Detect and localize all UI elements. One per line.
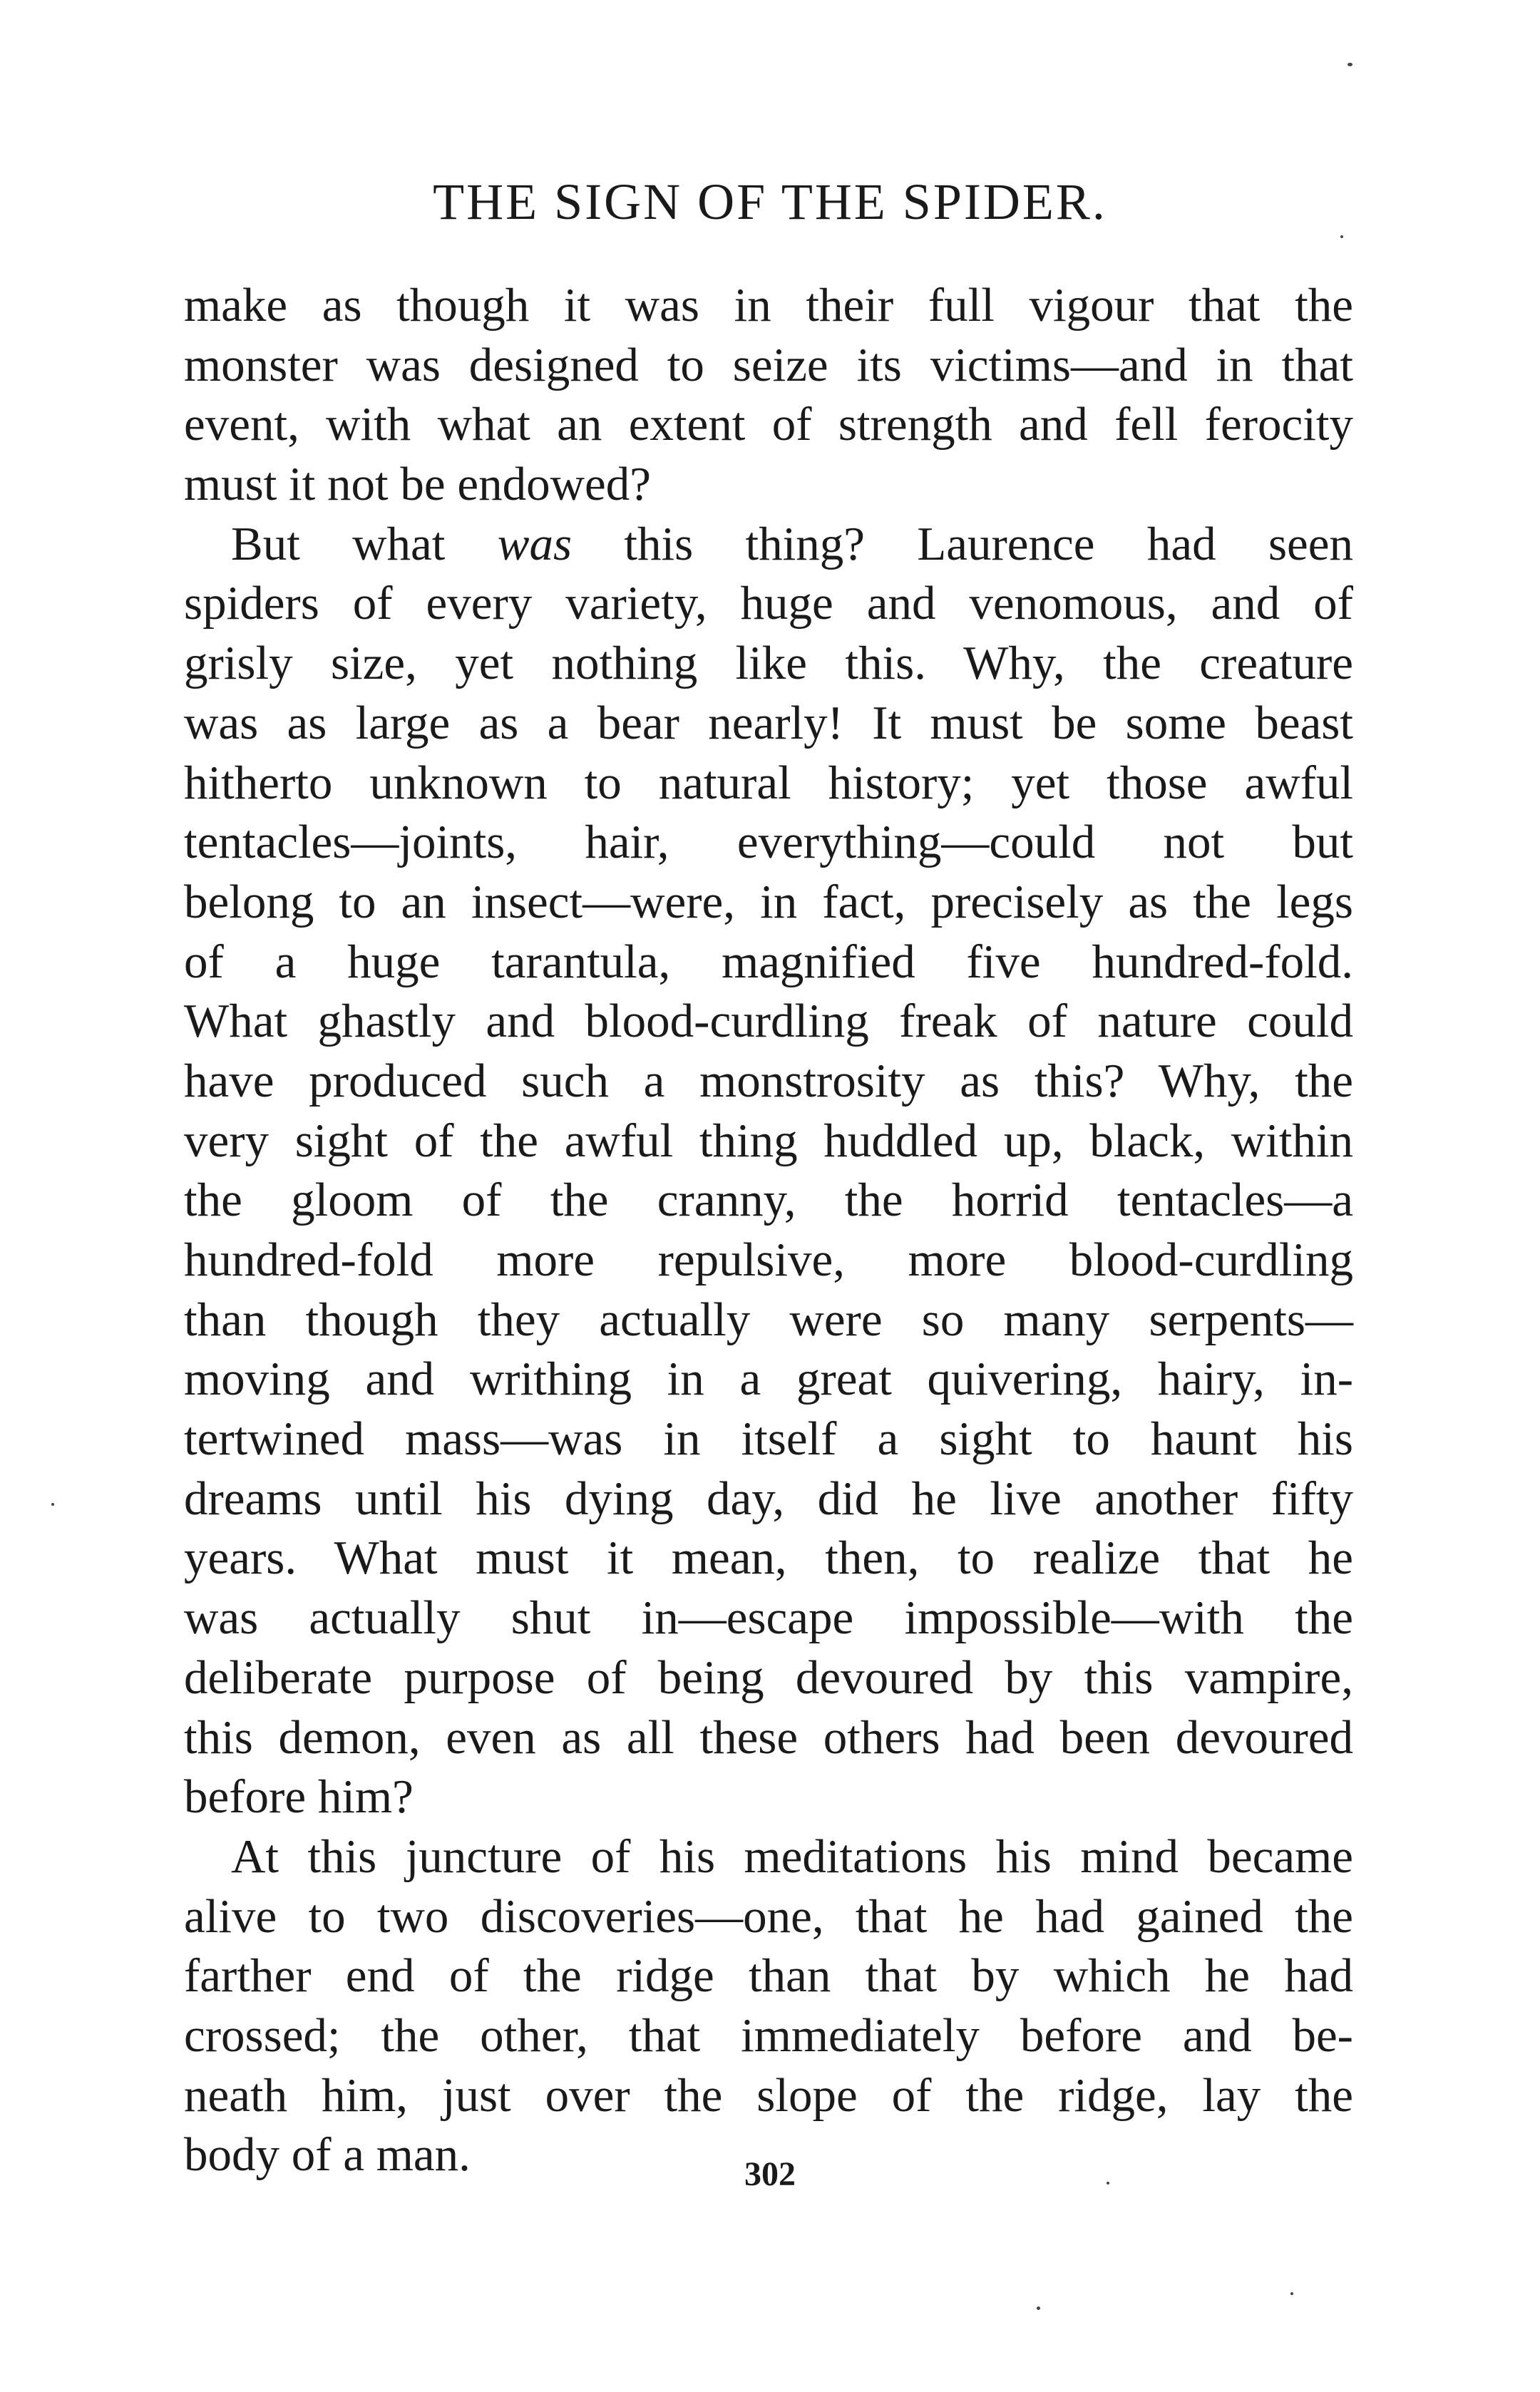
text-line bbox=[184, 813, 1353, 873]
text-line bbox=[184, 574, 1353, 634]
text-line bbox=[184, 1588, 1353, 1648]
text-run: years. What must it mean, then, to realize that he bbox=[184, 1531, 1353, 1585]
text-line bbox=[184, 1469, 1353, 1529]
text-run: alive to two discoveries—one, that he had gained the bbox=[184, 1889, 1353, 1943]
text-run: neath him, just over the slope of the ridge, lay the bbox=[184, 2068, 1353, 2122]
paper-speck bbox=[1037, 2306, 1040, 2310]
text-line bbox=[184, 395, 1353, 455]
paper-speck bbox=[1290, 2292, 1293, 2295]
text-line bbox=[184, 1887, 1353, 1947]
italic-word: was bbox=[497, 517, 573, 570]
text-run: body of a man. bbox=[184, 2128, 471, 2182]
text-line bbox=[184, 1052, 1353, 1112]
text-run: farther end of the ridge than that by which he had bbox=[184, 1949, 1353, 2003]
text-run: What ghastly and blood-curdling freak of nature could bbox=[184, 995, 1353, 1048]
text-line bbox=[184, 634, 1353, 694]
text-line bbox=[184, 455, 1353, 515]
paper-speck bbox=[1348, 63, 1352, 66]
text-line bbox=[184, 1350, 1353, 1410]
body-text bbox=[184, 276, 1353, 2185]
text-run: was actually shut in—escape impossible—with the bbox=[184, 1591, 1353, 1645]
text-run: deliberate purpose of being devoured by this vampire, bbox=[184, 1651, 1353, 1704]
text-run: spiders of every variety, huge and venomous, and of bbox=[184, 577, 1353, 630]
text-line bbox=[184, 1171, 1353, 1231]
page-number: 302 bbox=[744, 2155, 796, 2193]
text-line bbox=[184, 694, 1353, 754]
text-run: tentacles—joints, hair, everything—could not but bbox=[184, 816, 1353, 869]
text-line bbox=[184, 1708, 1353, 1768]
text-run: make as though it was in their full vigour that the bbox=[184, 279, 1353, 332]
text-run: event, with what an extent of strength and fell ferocity bbox=[184, 398, 1353, 451]
text-line bbox=[184, 1767, 1353, 1827]
paper-speck bbox=[51, 1503, 54, 1506]
text-line bbox=[184, 2006, 1353, 2066]
text-line bbox=[184, 1231, 1353, 1290]
text-run: have produced such a monstrosity as this? Why, the bbox=[184, 1054, 1353, 1107]
text-run: was as large as a bear nearly! It must be some beast bbox=[184, 696, 1353, 749]
paper-speck bbox=[1107, 2182, 1109, 2185]
text-line bbox=[184, 992, 1353, 1052]
text-run: the gloom of the cranny, the horrid tentacles—a bbox=[184, 1174, 1353, 1227]
text-line bbox=[184, 1946, 1353, 2006]
text-run: hitherto unknown to natural history; yet those awful bbox=[184, 756, 1353, 809]
text-run: before him? bbox=[184, 1770, 414, 1824]
text-run: moving and writhing in a great quivering, hairy, in- bbox=[184, 1352, 1353, 1406]
text-run: crossed; the other, that immediately before and be- bbox=[184, 2008, 1353, 2062]
text-run: monster was designed to seize its victims—and in that bbox=[184, 338, 1353, 391]
text-run: tertwined mass—was in itself a sight to haunt his bbox=[184, 1412, 1353, 1466]
text-line bbox=[184, 2066, 1353, 2126]
text-run: grisly size, yet nothing like this. Why, the creature bbox=[184, 637, 1353, 690]
paper-speck bbox=[1340, 235, 1343, 238]
text-run: this thing? Laurence had seen bbox=[572, 517, 1354, 570]
text-line bbox=[184, 276, 1353, 336]
text-run: this demon, even as all these others had been devoured bbox=[184, 1710, 1353, 1764]
text-run: than though they actually were so many serpents— bbox=[184, 1293, 1353, 1346]
text-line bbox=[184, 515, 1353, 575]
text-line bbox=[184, 1112, 1353, 1171]
text-run: very sight of the awful thing huddled up, black, within bbox=[184, 1114, 1353, 1167]
text-run: But what bbox=[231, 517, 498, 570]
text-line bbox=[184, 336, 1353, 396]
text-line bbox=[184, 1648, 1353, 1708]
text-run: must it not be endowed? bbox=[184, 458, 651, 511]
text-line bbox=[184, 933, 1353, 992]
text-run: belong to an insect—were, in fact, precisely as the legs bbox=[184, 875, 1353, 928]
text-line bbox=[184, 1827, 1353, 1887]
text-line bbox=[184, 873, 1353, 933]
text-run: dreams until his dying day, did he live another fifty bbox=[184, 1472, 1353, 1525]
text-line bbox=[184, 1529, 1353, 1588]
text-run: At this juncture of his meditations his mind became bbox=[231, 1829, 1353, 1883]
text-run: hundred-fold more repulsive, more blood-curdling bbox=[184, 1233, 1353, 1286]
text-run: of a huge tarantula, magnified five hundred-fold. bbox=[184, 935, 1353, 988]
running-head-title: THE SIGN OF THE SPIDER. bbox=[433, 173, 1107, 230]
text-line bbox=[184, 1290, 1353, 1350]
text-line bbox=[184, 754, 1353, 813]
text-line bbox=[184, 1410, 1353, 1469]
